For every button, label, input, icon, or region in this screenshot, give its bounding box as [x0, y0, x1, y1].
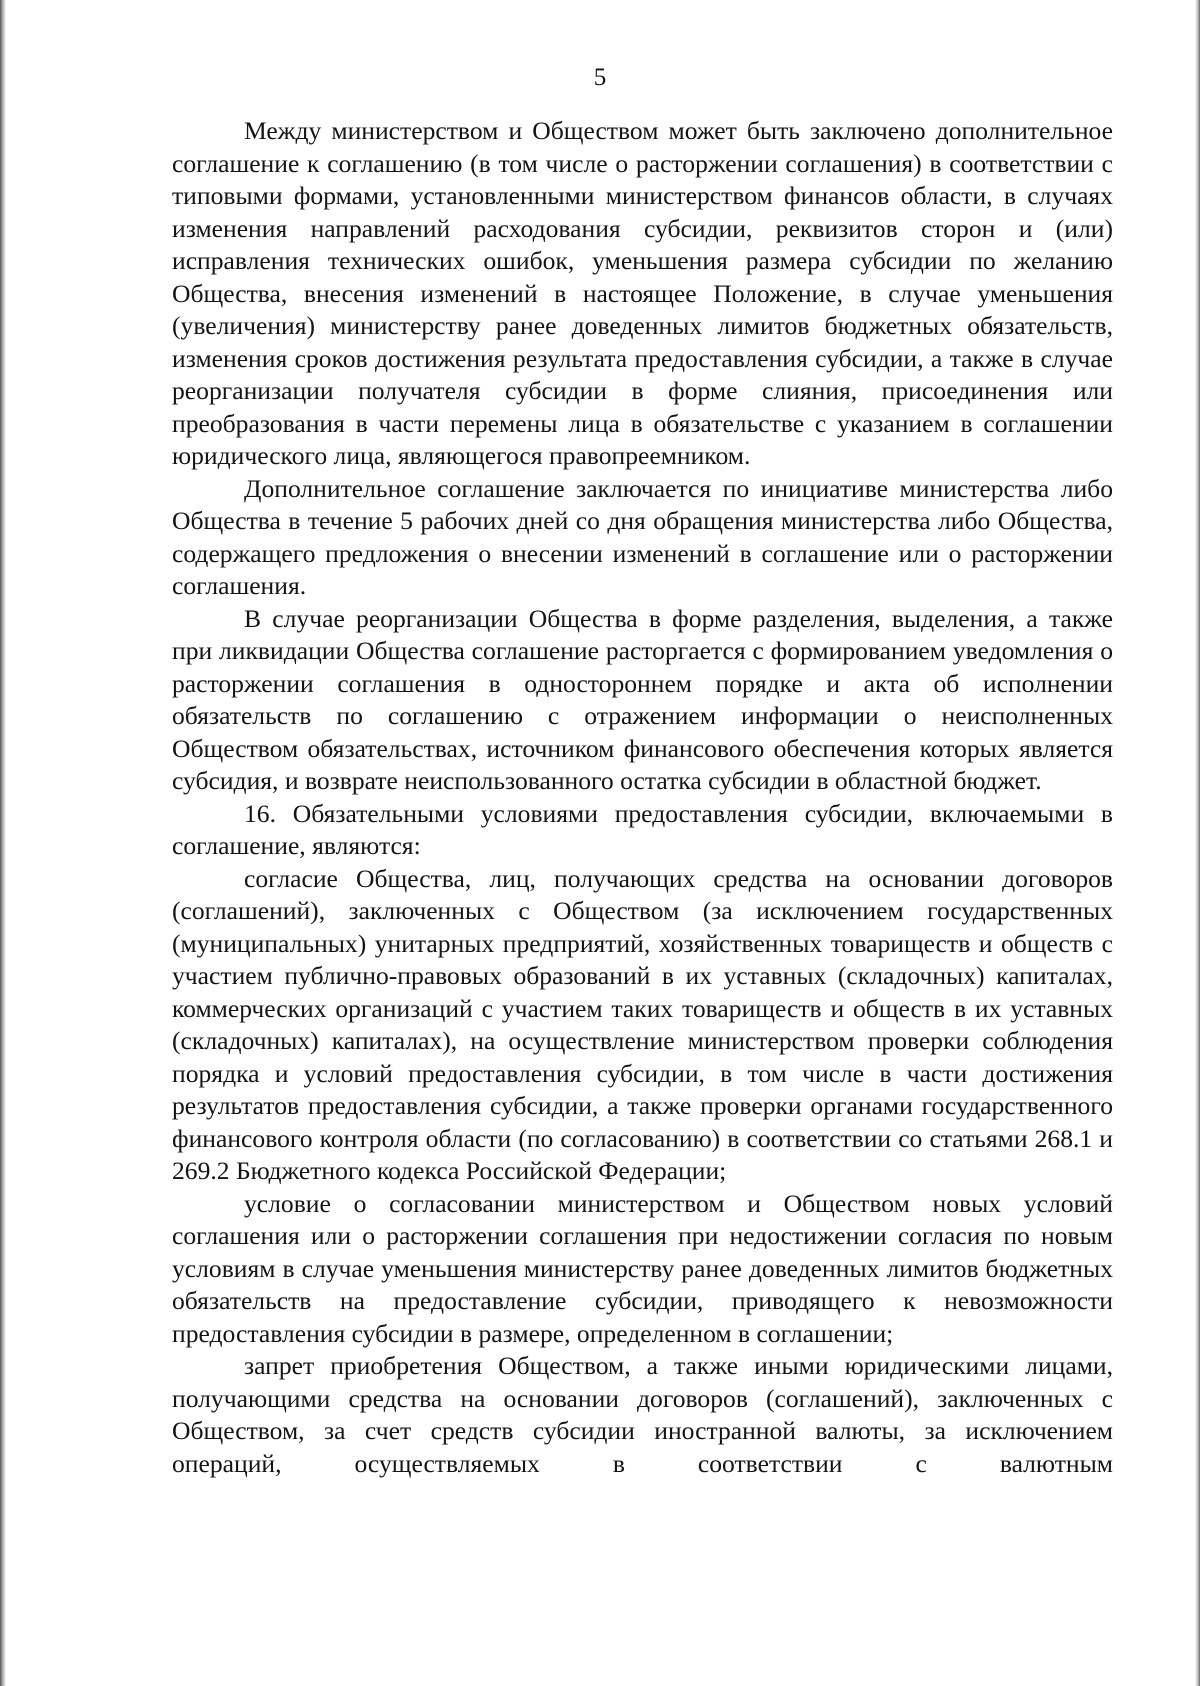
document-body: [172, 115, 1113, 1480]
scan-edge-left: [0, 0, 6, 1686]
paragraph-agreement-initiative: Дополнительное соглашение заключается по инициативе министерства либо Общества в течение 5 рабочих дней со дня обращения министерства либо Общества, содержащего предложения о внесении изменений в соглашение или о расторжении соглашения.: [172, 473, 1113, 600]
paragraph-reorganization: В случае реорганизации Общества в форме разделения, выделения, а также при ликвидации Общества соглашение расторгается с формированием уведомления о расторжении соглашения в одностороннем порядке и акта об исполнении обязательств по соглашению с отражением информации о неисполненных Обществом обязательствах, источником финансового обеспечения которых является субсидия, и возврате неиспользованного остатка субсидии в областной бюджет.: [172, 603, 1113, 795]
scan-edge-right: [1195, 0, 1200, 1686]
paragraph-new-conditions: условие о согласовании министерством и Обществом новых условий соглашения или о расторжении соглашения при недостижении согласия по новым условиям в случае уменьшения министерству ранее доведенных лимитов бюджетных обязательств на предоставление субсидии, приводящего к невозможности предоставления субсидии в размере, определенном в соглашении;: [172, 1188, 1113, 1348]
paragraph-clause-16: 16. Обязательными условиями предоставления субсидии, включаемыми в соглашение, являются:: [172, 798, 1113, 860]
paragraph-currency-ban: запрет приобретения Обществом, а также иными юридическими лицами, получающими средства на основании договоров (соглашений), заключенных с Обществом, за счет средств субсидии иностранной валюты, за исключением операций, осуществляемых в соответствии с валютным: [172, 1351, 1113, 1478]
page-number: 5: [593, 64, 607, 91]
paragraph-additional-agreement: Между министерством и Обществом может быть заключено дополнительное соглашение к соглашению (в том числе о расторжении соглашения) в соответствии с типовыми формами, установленными министерством финансов области, в случаях изменения направлений расходования субсидии, реквизитов сторон и (или) исправления технических ошибок, уменьшения размера субсидии по желанию Общества, внесения изменений в настоящее Положение, в случае уменьшения (увеличения) министерству ранее доведенных лимитов бюджетных обязательств, изменения сроков достижения результата предоставления субсидии, а также в случае реорганизации получателя субсидии в форме слияния, присоединения или преобразования в части перемены лица в обязательстве с указанием в соглашении юридического лица, являющегося правопреемником.: [172, 116, 1113, 470]
paragraph-consent: согласие Общества, лиц, получающих средства на основании договоров (соглашений), заключенных с Обществом (за исключением государственных (муниципальных) унитарных предприятий, хозяйственных товариществ и обществ с участием публично-правовых образований в их уставных (складочных) капиталах, коммерческих организаций с участием таких товариществ и обществ в их уставных (складочных) капиталах), на осуществление министерством проверки соблюдения порядка и условий предоставления субсидии, в том числе в части достижения результатов предоставления субсидии, а также проверки органами государственного финансового контроля области (по согласованию) в соответствии со статьями 268.1 и 269.2 Бюджетного кодекса Российской Федерации;: [172, 863, 1113, 1185]
